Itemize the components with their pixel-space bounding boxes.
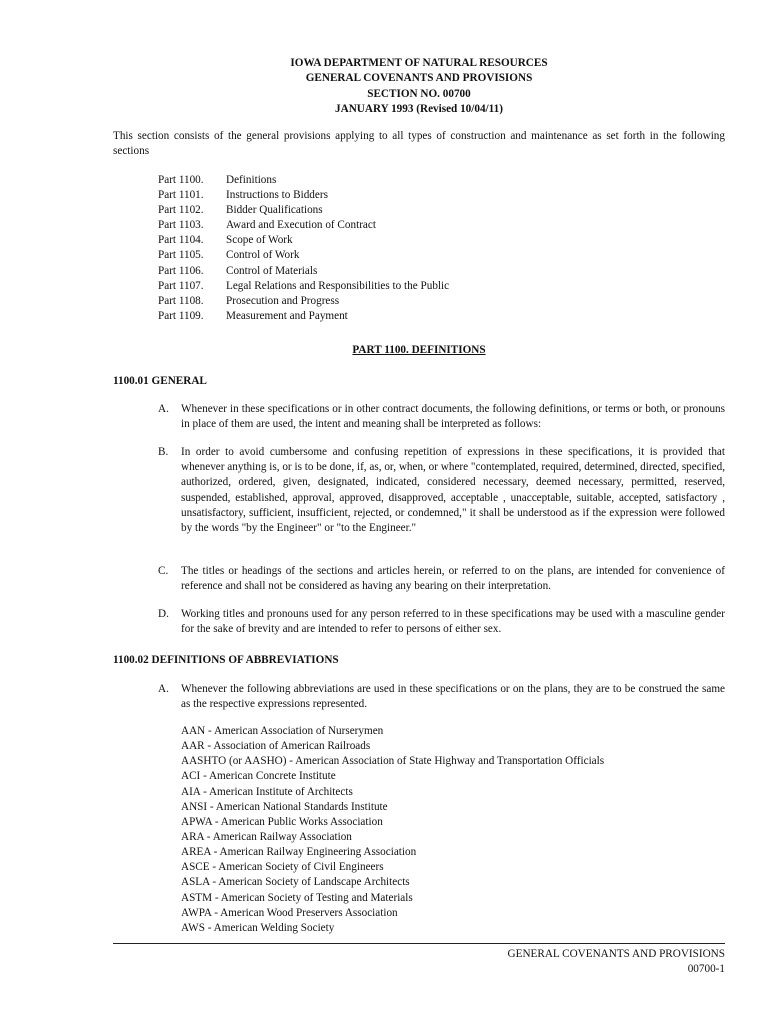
item-letter: D. <box>158 608 169 620</box>
abbreviation-entry: AWPA - American Wood Preservers Association <box>181 906 398 919</box>
footer-divider <box>113 943 725 944</box>
toc-title: Scope of Work <box>226 234 293 247</box>
toc-part: Part 1103. <box>158 219 204 232</box>
item-text: The titles or headings of the sections and articles herein, or referred to on the plans, are intended for convenience of reference and shall not be considered as having any bearing on their interpretation. <box>181 565 725 593</box>
abbreviation-entry: AIA - American Institute of Architects <box>181 785 353 798</box>
item-text: Working titles and pronouns used for any person referred to in these specifications may be used with a masculine gender for the sake of brevity and are intended to refer to persons of either sex. <box>181 608 725 636</box>
general-item-a <box>158 402 725 432</box>
header-title: GENERAL COVENANTS AND PROVISIONS <box>305 72 533 85</box>
item-letter: A. <box>158 403 169 415</box>
table-of-contents <box>158 173 449 324</box>
abbreviation-entry: AAR - Association of American Railroads <box>181 740 371 753</box>
toc-part: Part 1102. <box>158 204 204 217</box>
abbreviation-entry: ACI - American Concrete Institute <box>181 770 336 783</box>
item-text: Whenever the following abbreviations are used in these specifications or on the plans, they are to be construed the same as the respective expressions represented. <box>181 683 725 711</box>
item-letter: A. <box>158 683 169 695</box>
abbreviation-entry: AASHTO (or AASHO) - American Association of State Highway and Transportation Officials <box>181 755 605 768</box>
toc-row <box>158 294 449 309</box>
toc-title: Legal Relations and Responsibilities to the Public <box>226 279 450 292</box>
footer-title: GENERAL COVENANTS AND PROVISIONS <box>507 948 725 960</box>
abbreviation-entry: ASTM - American Society of Testing and Materials <box>181 891 413 904</box>
abbreviation-entry: ASLA - American Society of Landscape Architects <box>181 876 410 889</box>
item-letter: B. <box>158 446 169 458</box>
footer-page-number: 00700-1 <box>687 963 725 976</box>
toc-title: Instructions to Bidders <box>226 189 328 202</box>
toc-title: Bidder Qualifications <box>226 204 323 217</box>
toc-part: Part 1100. <box>158 174 204 186</box>
header-date: JANUARY 1993 (Revised 10/04/11) <box>335 103 503 116</box>
document-header <box>113 56 725 118</box>
item-text: Whenever in these specifications or in other contract documents, the following definitions, or terms or both, or pronouns in place of them are used, the intent and meaning shall be interpreted as follows: <box>181 403 725 431</box>
toc-part: Part 1109. <box>158 309 204 322</box>
general-item-d <box>158 607 725 637</box>
part-heading: PART 1100. DEFINITIONS <box>352 344 486 356</box>
abbreviation-entry: ARA - American Railway Association <box>181 830 352 843</box>
toc-part: Part 1106. <box>158 264 204 277</box>
general-item-c <box>158 564 725 594</box>
intro-paragraph: This section consists of the general provisions applying to all types of construction and maintenance as set forth in the following sections <box>113 130 725 158</box>
toc-row <box>158 279 449 294</box>
section-heading-general: 1100.01 GENERAL <box>113 375 207 387</box>
toc-part: Part 1107. <box>158 279 204 292</box>
abbreviation-list <box>181 724 604 936</box>
toc-part: Part 1105. <box>158 249 204 262</box>
toc-title: Measurement and Payment <box>226 309 348 322</box>
toc-row <box>158 264 449 279</box>
page-footer <box>425 947 725 978</box>
toc-title: Control of Materials <box>226 264 318 277</box>
toc-part: Part 1108. <box>158 294 204 307</box>
toc-row <box>158 309 449 324</box>
abbreviation-entry: ANSI - American National Standards Institute <box>181 800 388 813</box>
toc-row <box>158 218 449 233</box>
abbreviation-entry: AWS - American Welding Society <box>181 921 335 934</box>
abbreviation-entry: AREA - American Railway Engineering Association <box>181 846 417 859</box>
header-agency: IOWA DEPARTMENT OF NATURAL RESOURCES <box>290 57 548 69</box>
abbreviation-entry: APWA - American Public Works Association <box>181 815 383 828</box>
header-section: SECTION NO. 00700 <box>367 87 471 100</box>
abbreviation-entry: AAN - American Association of Nurserymen <box>181 725 384 737</box>
toc-part: Part 1101. <box>158 189 204 202</box>
abbreviation-entry: ASCE - American Society of Civil Engineers <box>181 861 384 874</box>
toc-title: Award and Execution of Contract <box>226 219 376 232</box>
item-letter: C. <box>158 565 169 577</box>
toc-row <box>158 188 449 203</box>
toc-title: Control of Work <box>226 249 300 262</box>
toc-row <box>158 233 449 248</box>
toc-row <box>158 203 449 218</box>
item-text: In order to avoid cumbersome and confusing repetition of expressions in these specifications, it is provided that whenever anything is, or is to be done, if, as, or, when, or where "contemplated, required, determined, directed, specified, authorized, ordered, given, designated, indicated, considered necessary, deemed necessary, permitted, reserved, suspended, established, approval, approved, disapproved, acceptable , unacceptable, suitable, accepted, satisfactory , unsatisfactory, sufficient, insufficient, rejected, or condemned," it shall be understood as if the expression were followed by the words "by the Engineer" or "to the Engineer." <box>181 446 725 535</box>
toc-title: Definitions <box>226 174 277 186</box>
toc-row <box>158 248 449 263</box>
section-heading-abbreviations: 1100.02 DEFINITIONS OF ABBREVIATIONS <box>113 654 339 666</box>
general-item-b <box>158 445 725 536</box>
toc-title: Prosecution and Progress <box>226 294 340 307</box>
toc-part: Part 1104. <box>158 234 204 247</box>
abbreviations-item-a <box>158 682 725 712</box>
toc-row <box>158 173 449 188</box>
